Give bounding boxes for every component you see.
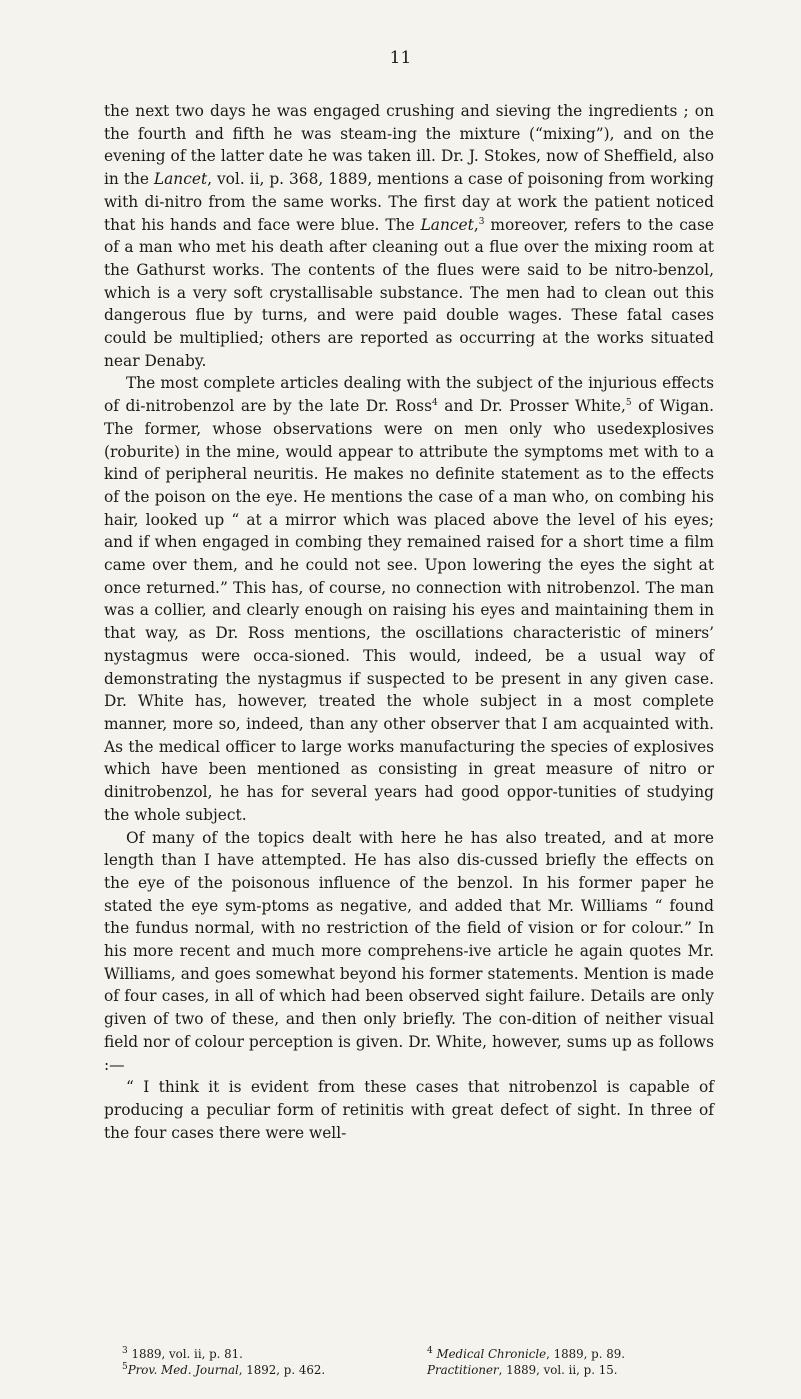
paragraph (104, 1076, 714, 1144)
footnote-title: Practitioner (427, 1362, 499, 1377)
footnote-reference: 4 (431, 398, 438, 409)
footnote-mark: 5 (122, 1361, 128, 1372)
footnote-text: , 1889, vol. ii, p. 15. (498, 1362, 618, 1377)
text-run: the next two days he was engaged crushing and sieving the ingredients ; on the fourth and fifth he was steam-ing the mixture (“mixing”), and on the evening of the latter date he was taken ill. Dr. J. Stokes, now of Sheffield, also in the (104, 102, 714, 189)
footnote-5 (122, 1363, 427, 1379)
text-run: The most complete articles dealing with the subject of the injurious effects of di-nitrobenzol are by the late Dr. Ross (104, 374, 714, 416)
footnote-mark: 3 (122, 1346, 128, 1357)
footnote-mark: 4 (427, 1346, 433, 1357)
italic-text: Lancet (153, 170, 208, 189)
footnote-text: 1889, vol. ii, p. 81. (127, 1347, 243, 1361)
text-run: moreover, refers to the case of a man who met his death after cleaning out a flue over the mixing room at the Gathurst works. The contents of the flues were said to be nitro-benzol, which is a very soft crystallisable substance. The men had to clean out this dangerous flue by turns, and were paid double wages. These fatal cases could be multiplied; others are reported as occurring at the works situated near Denaby. (104, 215, 714, 370)
footnote-4 (427, 1347, 722, 1363)
footnote-3 (122, 1347, 427, 1363)
footnote-reference: 5 (625, 398, 632, 409)
text-run: , (473, 215, 479, 234)
footnote-text: , 1889, p. 89. (546, 1347, 625, 1361)
text-run: and Dr. Prosser White, (437, 397, 626, 416)
text-run: , vol. ii, p. 368, 1889, mentions a case of poisoning from working with di-nitro from the same works. The first day at work the patient noticed that his hands and face were blue. The (104, 170, 715, 234)
text-run: Of many of the topics dealt with here he has also treated, and at more length than I have attempted. He has also dis-cussed briefly the effects on the eye of the poisonous influence of the benzol. In his former paper he stated the eye sym-ptoms as negative, and added that Mr. Williams “ found the fundus normal, with no restriction of the field of vision or for colour.” In his more recent and much more comprehens-ive article he again quotes Mr. Williams, and goes somewhat beyond his former statements. Mention is made of four cases, in all of which had been observed sight failure. Details are only given of two of these, and then only briefly. The con-dition of neither visual field nor of colour perception is given. Dr. White, however, sums up as follows :— (104, 828, 714, 1074)
paragraph (104, 372, 714, 826)
footnote-reference: 3 (478, 216, 485, 227)
text-run: of Wigan. The former, whose observations were on men only who usedexplosives (roburite) in the mine, would appear to attribute the symptoms met with to a kind of peripheral neuritis. He makes no definite statement as to the effects of the poison on the eye. He mentions the case of a man who, on combing his hair, looked up “ at a mirror which was placed above the level of his eyes; and if when engaged in combing they remained raised for a short time a film came over them, and he could not see. Upon lowering the eyes the sight at once returned.” This has, of course, no connection with nitrobenzol. The man was a collier, and clearly enough on raising his eyes and maintaining them in that way, as Dr. Ross mentions, the oscillations characteristic of miners’ nystagmus were occa-sioned. This would, indeed, be a usual way of demonstrating the nystagmus if suspected to be present in any given case. Dr. White has, however, treated the whole subject in a most complete manner, more so, indeed, than any other observer that I am acquainted with. As the medical officer to large works manufacturing the species of explosives which have been mentioned as consisting in great measure of nitro or dinitrobenzol, he has for several years had good oppor-tunities of studying the whole subject. (104, 397, 714, 824)
footnote-title: Medical Chronicle (436, 1347, 547, 1361)
footnote-row (122, 1363, 722, 1379)
footnote-title: Prov. Med. Journal (127, 1362, 239, 1377)
paragraph (104, 827, 714, 1077)
paragraph (104, 100, 714, 372)
footnote-text: , 1892, p. 462. (238, 1362, 326, 1377)
italic-text: Lancet (420, 215, 474, 234)
footnotes (122, 1347, 722, 1378)
footnote-5b (427, 1363, 722, 1379)
footnote-row (122, 1347, 722, 1363)
body-text (104, 100, 714, 1144)
page-number: 11 (389, 48, 412, 68)
text-run: “ I think it is evident from these cases that nitrobenzol is capable of producing a peculiar form of retinitis with great defect of sight. In three of the four cases there were well- (104, 1078, 714, 1142)
